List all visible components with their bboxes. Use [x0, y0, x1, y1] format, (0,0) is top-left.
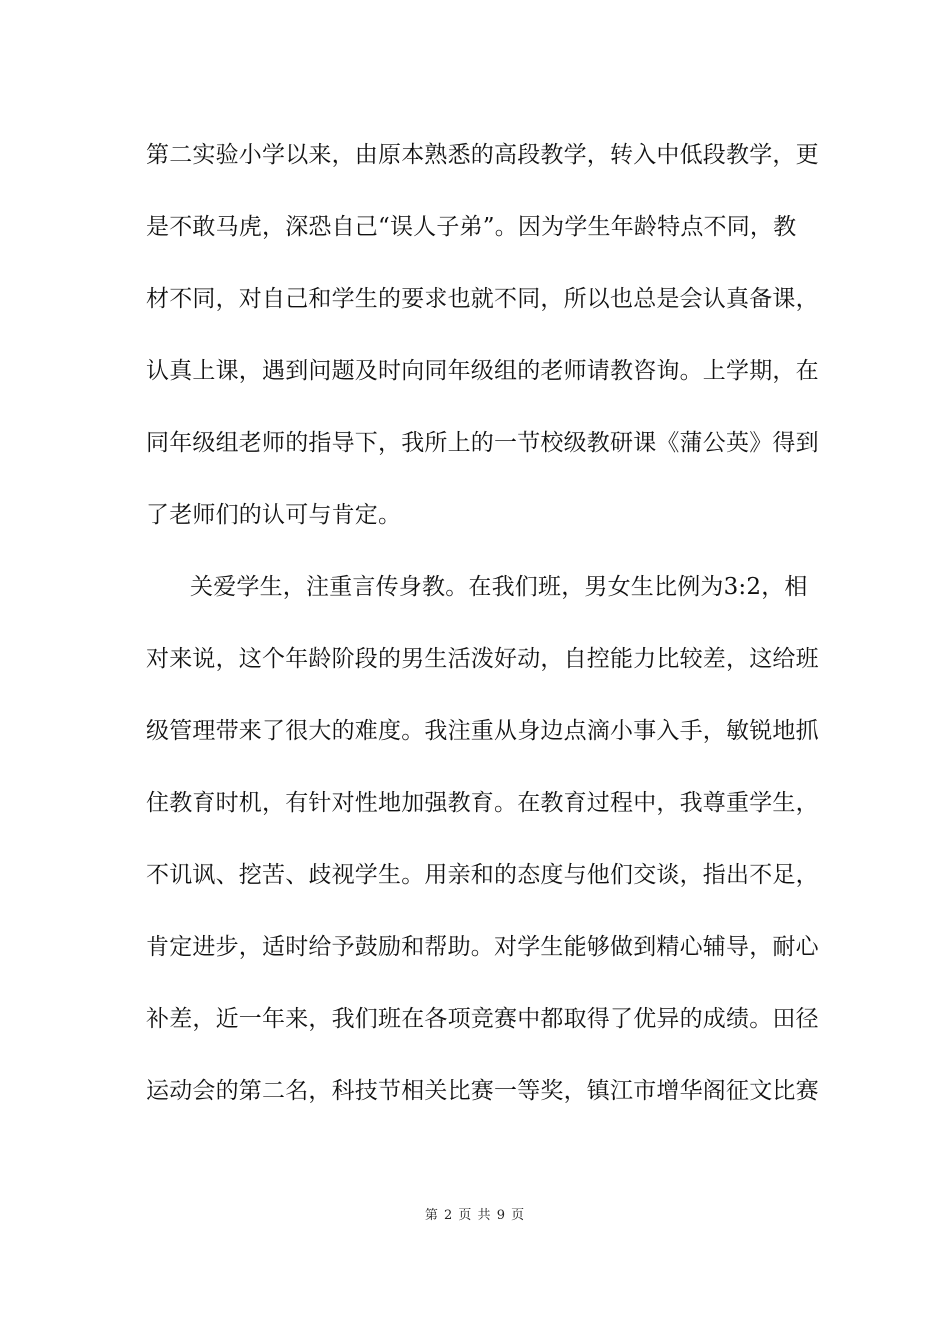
paragraph-2-line-7: 补差，近一年来，我们班在各项竞赛中都取得了优异的成绩。田径 [146, 1006, 819, 1032]
paragraph-2-line-4: 住教育时机，有针对性地加强教育。在教育过程中，我尊重学生， [146, 790, 819, 816]
paragraph-1-line-2: 是不敢马虎，深恐自己“误人子弟”。因为学生年龄特点不同，教 [146, 214, 797, 240]
paragraph-1-line-4: 认真上课，遇到问题及时向同年级组的老师请教咨询。上学期，在 [146, 358, 819, 384]
paragraph-2-line-5: 不讥讽、挖苦、歧视学生。用亲和的态度与他们交谈，指出不足， [146, 862, 819, 888]
paragraph-1-line-3: 材不同，对自己和学生的要求也就不同，所以也总是会认真备课， [146, 286, 819, 312]
paragraph-1-line-5: 同年级组老师的指导下，我所上的一节校级教研课《蒲公英》得到 [146, 430, 819, 456]
paragraph-1-line-1: 第二实验小学以来，由原本熟悉的高段教学，转入中低段教学，更 [146, 142, 819, 168]
paragraph-1-line-6: 了老师们的认可与肯定。 [146, 502, 402, 528]
paragraph-2-line-2: 对来说，这个年龄阶段的男生活泼好动，自控能力比较差，这给班 [146, 646, 819, 672]
page-number-footer: 第 2 页 共 9 页 [424, 1208, 526, 1223]
paragraph-2-line-8: 运动会的第二名，科技节相关比赛一等奖，镇江市增华阁征文比赛 [146, 1078, 819, 1104]
paragraph-2-line-1: 关爱学生，注重言传身教。在我们班，男女生比例为3:2，相 [190, 574, 808, 600]
paragraph-2-line-6: 肯定进步，适时给予鼓励和帮助。对学生能够做到精心辅导，耐心 [146, 934, 819, 960]
paragraph-2-line-3: 级管理带来了很大的难度。我注重从身边点滴小事入手，敏锐地抓 [146, 718, 819, 744]
